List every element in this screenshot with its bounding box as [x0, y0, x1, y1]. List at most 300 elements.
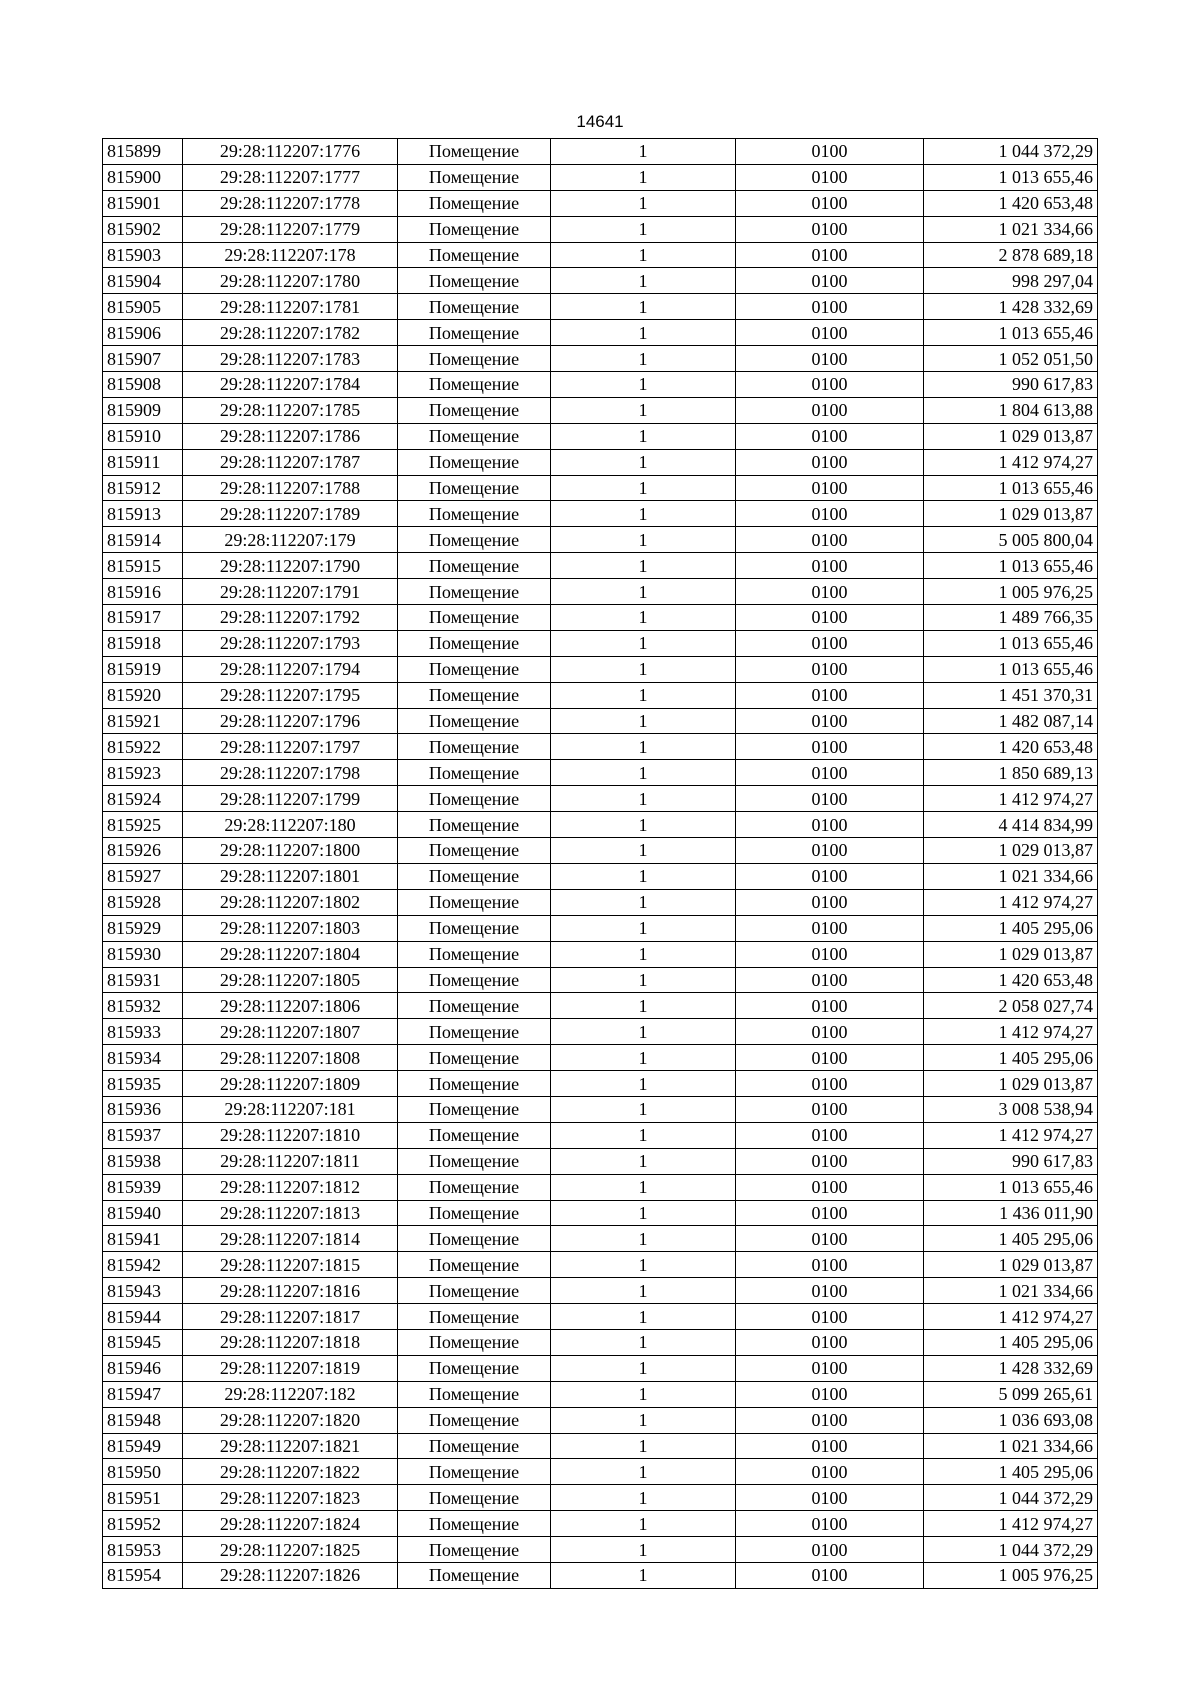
cadastral-value-cell: 990 617,83 [924, 372, 1098, 398]
cadastral-value-cell: 1 420 653,48 [924, 734, 1098, 760]
row-number-cell: 815954 [103, 1562, 183, 1588]
cadastral-value-cell: 1 451 370,31 [924, 682, 1098, 708]
cadastral-number-cell: 29:28:112207:1794 [183, 656, 398, 682]
object-type-cell: Помещение [398, 838, 551, 864]
row-number-cell: 815907 [103, 346, 183, 372]
cadastral-number-cell: 29:28:112207:1785 [183, 397, 398, 423]
code-cell: 0100 [736, 1459, 924, 1485]
object-type-cell: Помещение [398, 1459, 551, 1485]
row-number-cell: 815920 [103, 682, 183, 708]
row-number-cell: 815952 [103, 1511, 183, 1537]
code-cell: 0100 [736, 630, 924, 656]
quantity-cell: 1 [551, 993, 736, 1019]
object-type-cell: Помещение [398, 967, 551, 993]
object-type-cell: Помещение [398, 268, 551, 294]
table-row [103, 708, 1098, 734]
cadastral-value-cell: 1 850 689,13 [924, 760, 1098, 786]
object-type-cell: Помещение [398, 1174, 551, 1200]
object-type-cell: Помещение [398, 682, 551, 708]
code-cell: 0100 [736, 1381, 924, 1407]
cadastral-number-cell: 29:28:112207:1781 [183, 294, 398, 320]
code-cell: 0100 [736, 346, 924, 372]
row-number-cell: 815899 [103, 139, 183, 165]
code-cell: 0100 [736, 941, 924, 967]
cadastral-value-cell: 1 428 332,69 [924, 1355, 1098, 1381]
row-number-cell: 815930 [103, 941, 183, 967]
cadastral-number-cell: 29:28:112207:1787 [183, 449, 398, 475]
code-cell: 0100 [736, 1304, 924, 1330]
cadastral-number-cell: 29:28:112207:1798 [183, 760, 398, 786]
quantity-cell: 1 [551, 734, 736, 760]
quantity-cell: 1 [551, 1200, 736, 1226]
cadastral-value-cell: 1 029 013,87 [924, 838, 1098, 864]
object-type-cell: Помещение [398, 1511, 551, 1537]
object-type-cell: Помещение [398, 1252, 551, 1278]
cadastral-number-cell: 29:28:112207:1817 [183, 1304, 398, 1330]
code-cell: 0100 [736, 1252, 924, 1278]
object-type-cell: Помещение [398, 605, 551, 631]
object-type-cell: Помещение [398, 1433, 551, 1459]
table-row [103, 320, 1098, 346]
object-type-cell: Помещение [398, 1329, 551, 1355]
object-type-cell: Помещение [398, 1019, 551, 1045]
object-type-cell: Помещение [398, 1562, 551, 1588]
table-row [103, 1278, 1098, 1304]
table-row [103, 786, 1098, 812]
object-type-cell: Помещение [398, 1122, 551, 1148]
quantity-cell: 1 [551, 656, 736, 682]
cadastral-value-cell: 1 029 013,87 [924, 1071, 1098, 1097]
code-cell: 0100 [736, 1200, 924, 1226]
table-row [103, 760, 1098, 786]
quantity-cell: 1 [551, 190, 736, 216]
code-cell: 0100 [736, 1148, 924, 1174]
row-number-cell: 815929 [103, 915, 183, 941]
object-type-cell: Помещение [398, 1148, 551, 1174]
cadastral-value-cell: 1 013 655,46 [924, 553, 1098, 579]
object-type-cell: Помещение [398, 346, 551, 372]
row-number-cell: 815914 [103, 527, 183, 553]
cadastral-value-cell: 2 058 027,74 [924, 993, 1098, 1019]
cadastral-number-cell: 29:28:112207:1804 [183, 941, 398, 967]
cadastral-value-cell: 1 412 974,27 [924, 1304, 1098, 1330]
cadastral-value-cell: 990 617,83 [924, 1148, 1098, 1174]
cadastral-value-cell: 1 005 976,25 [924, 579, 1098, 605]
cadastral-value-cell: 1 405 295,06 [924, 1329, 1098, 1355]
object-type-cell: Помещение [398, 190, 551, 216]
row-number-cell: 815909 [103, 397, 183, 423]
cadastral-number-cell: 29:28:112207:1779 [183, 216, 398, 242]
object-type-cell: Помещение [398, 501, 551, 527]
cadastral-value-cell: 4 414 834,99 [924, 812, 1098, 838]
cadastral-number-cell: 29:28:112207:1814 [183, 1226, 398, 1252]
cadastral-number-cell: 29:28:112207:1808 [183, 1045, 398, 1071]
cadastral-value-cell: 1 412 974,27 [924, 786, 1098, 812]
code-cell: 0100 [736, 501, 924, 527]
table-row [103, 423, 1098, 449]
code-cell: 0100 [736, 734, 924, 760]
table-row [103, 294, 1098, 320]
cadastral-number-cell: 29:28:112207:180 [183, 812, 398, 838]
row-number-cell: 815912 [103, 475, 183, 501]
table-row [103, 1355, 1098, 1381]
table-row [103, 449, 1098, 475]
cadastral-value-cell: 1 021 334,66 [924, 863, 1098, 889]
table-row [103, 682, 1098, 708]
quantity-cell: 1 [551, 1355, 736, 1381]
code-cell: 0100 [736, 1485, 924, 1511]
page-number: 14641 [576, 112, 624, 131]
cadastral-value-cell: 1 405 295,06 [924, 1226, 1098, 1252]
quantity-cell: 1 [551, 915, 736, 941]
table-row [103, 1433, 1098, 1459]
registry-table-body [103, 139, 1098, 1589]
row-number-cell: 815926 [103, 838, 183, 864]
cadastral-value-cell: 1 021 334,66 [924, 216, 1098, 242]
row-number-cell: 815933 [103, 1019, 183, 1045]
object-type-cell: Помещение [398, 812, 551, 838]
row-number-cell: 815942 [103, 1252, 183, 1278]
row-number-cell: 815904 [103, 268, 183, 294]
cadastral-value-cell: 1 420 653,48 [924, 967, 1098, 993]
code-cell: 0100 [736, 294, 924, 320]
row-number-cell: 815947 [103, 1381, 183, 1407]
cadastral-value-cell: 1 013 655,46 [924, 320, 1098, 346]
row-number-cell: 815913 [103, 501, 183, 527]
quantity-cell: 1 [551, 1407, 736, 1433]
row-number-cell: 815951 [103, 1485, 183, 1511]
cadastral-number-cell: 29:28:112207:1816 [183, 1278, 398, 1304]
code-cell: 0100 [736, 139, 924, 165]
object-type-cell: Помещение [398, 630, 551, 656]
table-row [103, 941, 1098, 967]
cadastral-number-cell: 29:28:112207:1818 [183, 1329, 398, 1355]
cadastral-value-cell: 1 044 372,29 [924, 139, 1098, 165]
table-row [103, 346, 1098, 372]
table-row [103, 656, 1098, 682]
row-number-cell: 815924 [103, 786, 183, 812]
cadastral-value-cell: 1 804 613,88 [924, 397, 1098, 423]
code-cell: 0100 [736, 812, 924, 838]
code-cell: 0100 [736, 527, 924, 553]
row-number-cell: 815927 [103, 863, 183, 889]
quantity-cell: 1 [551, 501, 736, 527]
quantity-cell: 1 [551, 708, 736, 734]
code-cell: 0100 [736, 1562, 924, 1588]
cadastral-value-cell: 1 405 295,06 [924, 1459, 1098, 1485]
code-cell: 0100 [736, 1226, 924, 1252]
row-number-cell: 815921 [103, 708, 183, 734]
cadastral-number-cell: 29:28:112207:1819 [183, 1355, 398, 1381]
cadastral-value-cell: 1 013 655,46 [924, 1174, 1098, 1200]
cadastral-number-cell: 29:28:112207:1783 [183, 346, 398, 372]
cadastral-value-cell: 1 036 693,08 [924, 1407, 1098, 1433]
row-number-cell: 815918 [103, 630, 183, 656]
table-row [103, 1459, 1098, 1485]
table-row [103, 1148, 1098, 1174]
row-number-cell: 815931 [103, 967, 183, 993]
cadastral-number-cell: 29:28:112207:1822 [183, 1459, 398, 1485]
code-cell: 0100 [736, 320, 924, 346]
quantity-cell: 1 [551, 423, 736, 449]
quantity-cell: 1 [551, 1459, 736, 1485]
cadastral-value-cell: 1 412 974,27 [924, 1122, 1098, 1148]
cadastral-value-cell: 1 029 013,87 [924, 941, 1098, 967]
cadastral-number-cell: 29:28:112207:1807 [183, 1019, 398, 1045]
row-number-cell: 815939 [103, 1174, 183, 1200]
cadastral-number-cell: 29:28:112207:1796 [183, 708, 398, 734]
row-number-cell: 815906 [103, 320, 183, 346]
object-type-cell: Помещение [398, 320, 551, 346]
row-number-cell: 815911 [103, 449, 183, 475]
cadastral-number-cell: 29:28:112207:182 [183, 1381, 398, 1407]
code-cell: 0100 [736, 1071, 924, 1097]
row-number-cell: 815901 [103, 190, 183, 216]
object-type-cell: Помещение [398, 1537, 551, 1563]
cadastral-value-cell: 1 482 087,14 [924, 708, 1098, 734]
object-type-cell: Помещение [398, 1071, 551, 1097]
row-number-cell: 815944 [103, 1304, 183, 1330]
cadastral-value-cell: 1 412 974,27 [924, 1019, 1098, 1045]
table-row [103, 397, 1098, 423]
quantity-cell: 1 [551, 1148, 736, 1174]
code-cell: 0100 [736, 708, 924, 734]
cadastral-value-cell: 1 013 655,46 [924, 656, 1098, 682]
code-cell: 0100 [736, 372, 924, 398]
row-number-cell: 815953 [103, 1537, 183, 1563]
quantity-cell: 1 [551, 372, 736, 398]
table-row [103, 1122, 1098, 1148]
object-type-cell: Помещение [398, 863, 551, 889]
cadastral-value-cell: 1 052 051,50 [924, 346, 1098, 372]
code-cell: 0100 [736, 1045, 924, 1071]
row-number-cell: 815943 [103, 1278, 183, 1304]
cadastral-number-cell: 29:28:112207:181 [183, 1096, 398, 1122]
quantity-cell: 1 [551, 1485, 736, 1511]
quantity-cell: 1 [551, 449, 736, 475]
table-row [103, 268, 1098, 294]
table-row [103, 1019, 1098, 1045]
row-number-cell: 815936 [103, 1096, 183, 1122]
row-number-cell: 815938 [103, 1148, 183, 1174]
code-cell: 0100 [736, 889, 924, 915]
object-type-cell: Помещение [398, 1485, 551, 1511]
row-number-cell: 815902 [103, 216, 183, 242]
row-number-cell: 815900 [103, 164, 183, 190]
table-row [103, 579, 1098, 605]
cadastral-number-cell: 29:28:112207:1800 [183, 838, 398, 864]
code-cell: 0100 [736, 1174, 924, 1200]
object-type-cell: Помещение [398, 786, 551, 812]
code-cell: 0100 [736, 216, 924, 242]
table-row [103, 1562, 1098, 1588]
code-cell: 0100 [736, 967, 924, 993]
object-type-cell: Помещение [398, 708, 551, 734]
row-number-cell: 815937 [103, 1122, 183, 1148]
cadastral-value-cell: 1 013 655,46 [924, 164, 1098, 190]
table-row [103, 1226, 1098, 1252]
row-number-cell: 815945 [103, 1329, 183, 1355]
row-number-cell: 815908 [103, 372, 183, 398]
object-type-cell: Помещение [398, 889, 551, 915]
cadastral-number-cell: 29:28:112207:1812 [183, 1174, 398, 1200]
table-row [103, 1096, 1098, 1122]
object-type-cell: Помещение [398, 1045, 551, 1071]
code-cell: 0100 [736, 190, 924, 216]
code-cell: 0100 [736, 605, 924, 631]
table-row [103, 527, 1098, 553]
code-cell: 0100 [736, 760, 924, 786]
cadastral-value-cell: 1 044 372,29 [924, 1485, 1098, 1511]
quantity-cell: 1 [551, 760, 736, 786]
quantity-cell: 1 [551, 1329, 736, 1355]
cadastral-number-cell: 29:28:112207:1786 [183, 423, 398, 449]
cadastral-number-cell: 29:28:112207:1778 [183, 190, 398, 216]
cadastral-number-cell: 29:28:112207:1825 [183, 1537, 398, 1563]
cadastral-value-cell: 1 021 334,66 [924, 1433, 1098, 1459]
cadastral-number-cell: 29:28:112207:1784 [183, 372, 398, 398]
quantity-cell: 1 [551, 1278, 736, 1304]
table-row [103, 216, 1098, 242]
quantity-cell: 1 [551, 967, 736, 993]
object-type-cell: Помещение [398, 139, 551, 165]
registry-table [102, 138, 1098, 1589]
quantity-cell: 1 [551, 1045, 736, 1071]
table-row [103, 1329, 1098, 1355]
code-cell: 0100 [736, 786, 924, 812]
cadastral-number-cell: 29:28:112207:1805 [183, 967, 398, 993]
cadastral-number-cell: 29:28:112207:1826 [183, 1562, 398, 1588]
row-number-cell: 815934 [103, 1045, 183, 1071]
table-row [103, 838, 1098, 864]
code-cell: 0100 [736, 863, 924, 889]
cadastral-number-cell: 29:28:112207:1809 [183, 1071, 398, 1097]
quantity-cell: 1 [551, 242, 736, 268]
cadastral-value-cell: 1 412 974,27 [924, 1511, 1098, 1537]
quantity-cell: 1 [551, 1019, 736, 1045]
cadastral-number-cell: 29:28:112207:1802 [183, 889, 398, 915]
quantity-cell: 1 [551, 889, 736, 915]
cadastral-value-cell: 5 005 800,04 [924, 527, 1098, 553]
row-number-cell: 815917 [103, 605, 183, 631]
table-row [103, 1071, 1098, 1097]
row-number-cell: 815916 [103, 579, 183, 605]
cadastral-number-cell: 29:28:112207:1780 [183, 268, 398, 294]
row-number-cell: 815949 [103, 1433, 183, 1459]
cadastral-value-cell: 1 412 974,27 [924, 449, 1098, 475]
code-cell: 0100 [736, 1122, 924, 1148]
object-type-cell: Помещение [398, 216, 551, 242]
quantity-cell: 1 [551, 1252, 736, 1278]
code-cell: 0100 [736, 1355, 924, 1381]
object-type-cell: Помещение [398, 1407, 551, 1433]
object-type-cell: Помещение [398, 475, 551, 501]
table-row [103, 1304, 1098, 1330]
quantity-cell: 1 [551, 1096, 736, 1122]
table-row [103, 1407, 1098, 1433]
cadastral-value-cell: 1 412 974,27 [924, 889, 1098, 915]
cadastral-value-cell: 998 297,04 [924, 268, 1098, 294]
cadastral-value-cell: 1 489 766,35 [924, 605, 1098, 631]
cadastral-number-cell: 29:28:112207:1789 [183, 501, 398, 527]
object-type-cell: Помещение [398, 423, 551, 449]
quantity-cell: 1 [551, 1511, 736, 1537]
cadastral-number-cell: 29:28:112207:1790 [183, 553, 398, 579]
quantity-cell: 1 [551, 1122, 736, 1148]
cadastral-number-cell: 29:28:112207:1791 [183, 579, 398, 605]
code-cell: 0100 [736, 553, 924, 579]
code-cell: 0100 [736, 1511, 924, 1537]
table-row [103, 1485, 1098, 1511]
code-cell: 0100 [736, 1096, 924, 1122]
code-cell: 0100 [736, 915, 924, 941]
cadastral-number-cell: 29:28:112207:1793 [183, 630, 398, 656]
quantity-cell: 1 [551, 553, 736, 579]
table-row [103, 139, 1098, 165]
cadastral-value-cell: 1 044 372,29 [924, 1537, 1098, 1563]
cadastral-value-cell: 1 013 655,46 [924, 630, 1098, 656]
cadastral-value-cell: 1 405 295,06 [924, 1045, 1098, 1071]
cadastral-number-cell: 29:28:112207:1797 [183, 734, 398, 760]
table-row [103, 1381, 1098, 1407]
table-row [103, 1252, 1098, 1278]
table-row [103, 915, 1098, 941]
code-cell: 0100 [736, 579, 924, 605]
quantity-cell: 1 [551, 1226, 736, 1252]
quantity-cell: 1 [551, 1537, 736, 1563]
cadastral-value-cell: 5 099 265,61 [924, 1381, 1098, 1407]
code-cell: 0100 [736, 423, 924, 449]
object-type-cell: Помещение [398, 1200, 551, 1226]
row-number-cell: 815915 [103, 553, 183, 579]
code-cell: 0100 [736, 268, 924, 294]
quantity-cell: 1 [551, 1381, 736, 1407]
table-row [103, 1200, 1098, 1226]
code-cell: 0100 [736, 1407, 924, 1433]
object-type-cell: Помещение [398, 1096, 551, 1122]
cadastral-number-cell: 29:28:112207:1792 [183, 605, 398, 631]
code-cell: 0100 [736, 682, 924, 708]
row-number-cell: 815928 [103, 889, 183, 915]
row-number-cell: 815935 [103, 1071, 183, 1097]
code-cell: 0100 [736, 397, 924, 423]
object-type-cell: Помещение [398, 656, 551, 682]
table-row [103, 164, 1098, 190]
quantity-cell: 1 [551, 838, 736, 864]
row-number-cell: 815905 [103, 294, 183, 320]
quantity-cell: 1 [551, 216, 736, 242]
quantity-cell: 1 [551, 812, 736, 838]
code-cell: 0100 [736, 1537, 924, 1563]
cadastral-value-cell: 1 420 653,48 [924, 190, 1098, 216]
object-type-cell: Помещение [398, 242, 551, 268]
row-number-cell: 815922 [103, 734, 183, 760]
quantity-cell: 1 [551, 139, 736, 165]
quantity-cell: 1 [551, 579, 736, 605]
cadastral-value-cell: 1 029 013,87 [924, 423, 1098, 449]
quantity-cell: 1 [551, 1304, 736, 1330]
table-row [103, 372, 1098, 398]
object-type-cell: Помещение [398, 579, 551, 605]
row-number-cell: 815946 [103, 1355, 183, 1381]
table-row [103, 501, 1098, 527]
object-type-cell: Помещение [398, 1355, 551, 1381]
table-row [103, 190, 1098, 216]
row-number-cell: 815923 [103, 760, 183, 786]
object-type-cell: Помещение [398, 527, 551, 553]
cadastral-value-cell: 2 878 689,18 [924, 242, 1098, 268]
quantity-cell: 1 [551, 1174, 736, 1200]
